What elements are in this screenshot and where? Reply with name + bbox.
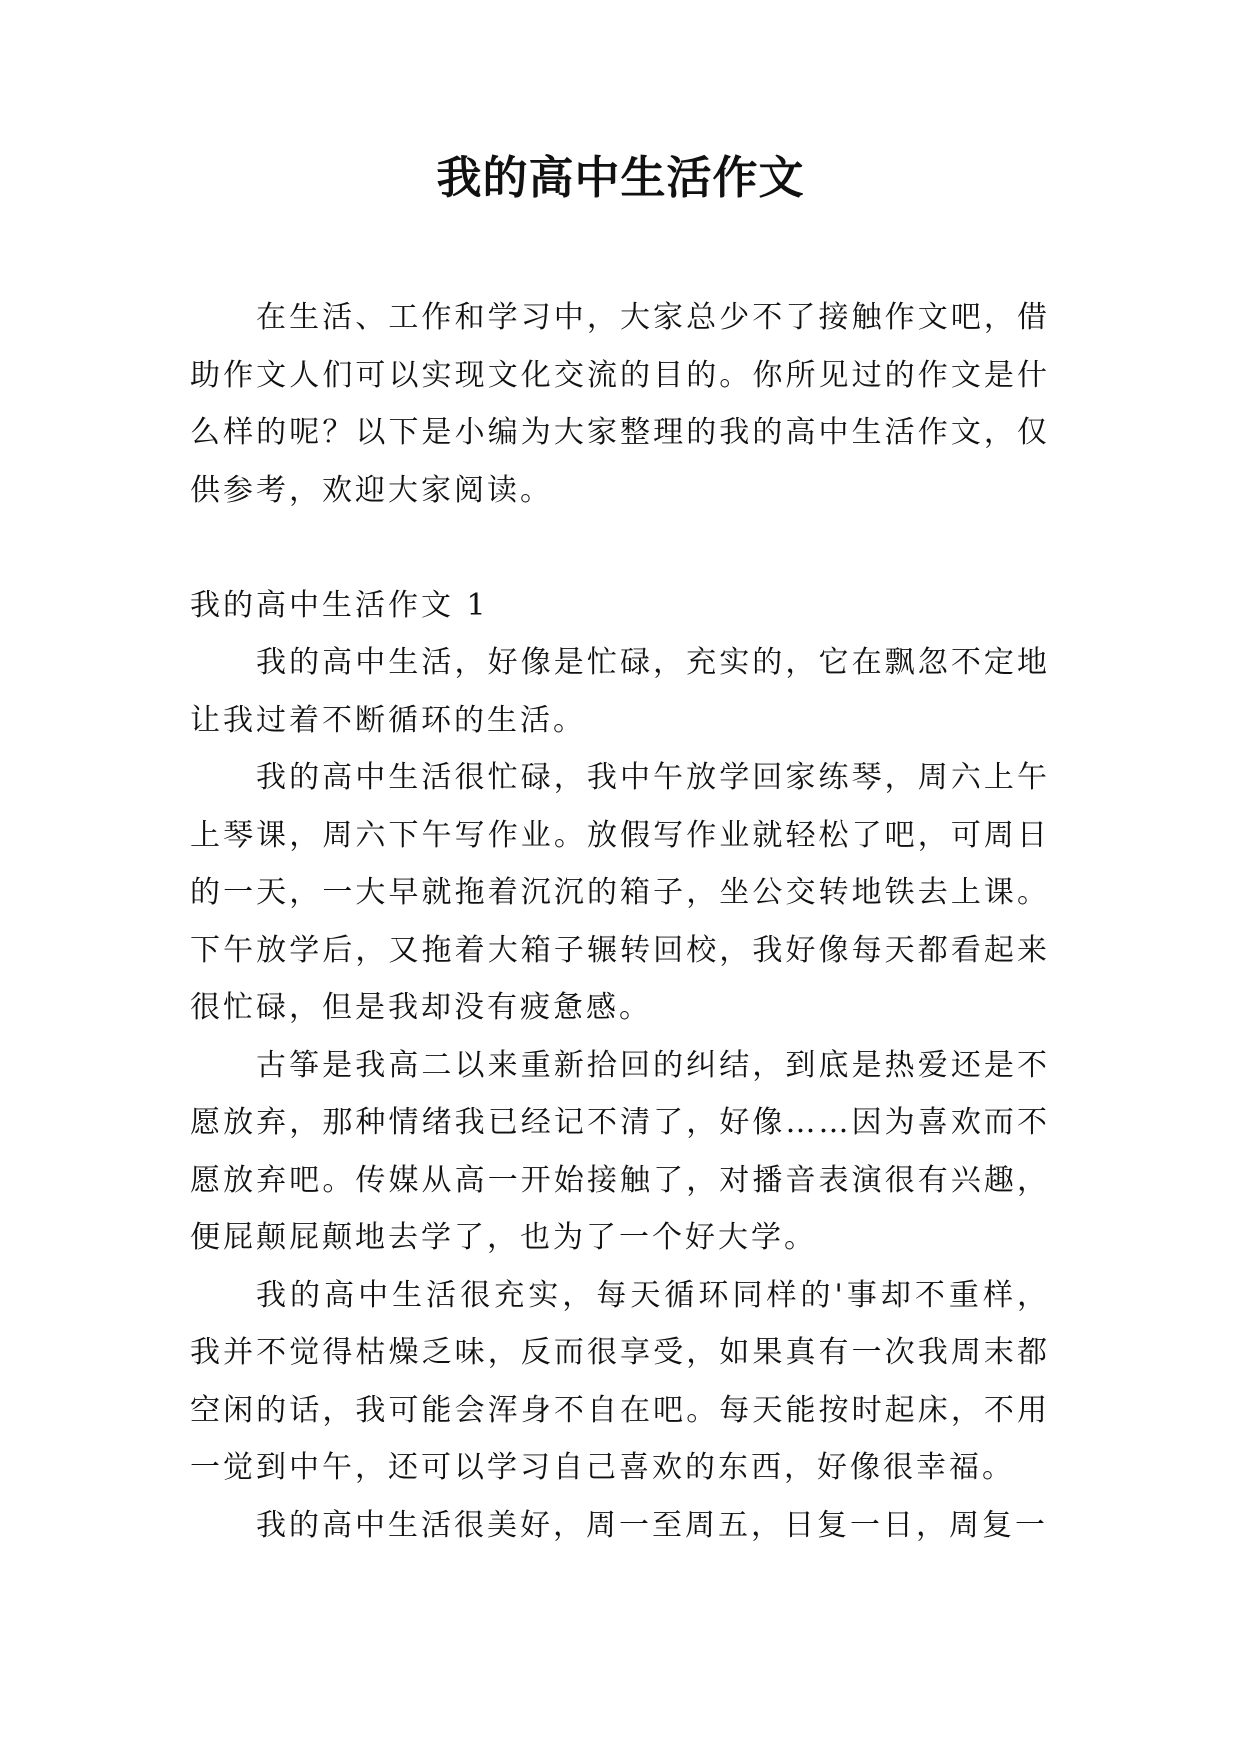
- body-paragraph: 我的高中生活，好像是忙碌，充实的，它在飘忽不定地让我过着不断循环的生活。: [190, 645, 1050, 738]
- body-paragraph: 我的高中生活很忙碌，我中午放学回家练琴，周六上午上琴课，周六下午写作业。放假写作业就轻松了吧，可周日的一天，一大早就拖着沉沉的箱子，坐公交转地铁去上课。下午放学后，又拖着大箱子辗转回校，我好像每天都看起来很忙碌，但是我却没有疲惫感。: [190, 760, 1050, 1025]
- body-paragraph: 古筝是我高二以来重新拾回的纠结，到底是热爱还是不愿放弃，那种情绪我已经记不清了，好像……因为喜欢而不愿放弃吧。传媒从高一开始接触了，对播音表演很有兴趣，便屁颠屁颠地去学了，也为了一个好大学。: [190, 1047, 1050, 1255]
- section-heading: 我的高中生活作文 1: [190, 587, 489, 623]
- document-body: [190, 289, 1050, 1554]
- body-paragraph: 我的高中生活很充实，每天循环同样的'事却不重样，我并不觉得枯燥乏味，反而很享受，如果真有一次我周末都空闲的话，我可能会浑身不自在吧。每天能按时起床，不用一觉到中午，还可以学习自己喜欢的东西，好像很幸福。: [190, 1277, 1050, 1485]
- document-title: 我的高中生活作文: [436, 151, 805, 204]
- body-paragraph: 我的高中生活很美好，周一至周五，日复一日，周复一: [256, 1507, 1048, 1543]
- paragraph-spacer: [190, 519, 1050, 577]
- intro-paragraph: 在生活、工作和学习中，大家总少不了接触作文吧，借助作文人们可以实现文化交流的目的。你所见过的作文是什么样的呢？以下是小编为大家整理的我的高中生活作文，仅供参考，欢迎大家阅读。: [190, 300, 1050, 508]
